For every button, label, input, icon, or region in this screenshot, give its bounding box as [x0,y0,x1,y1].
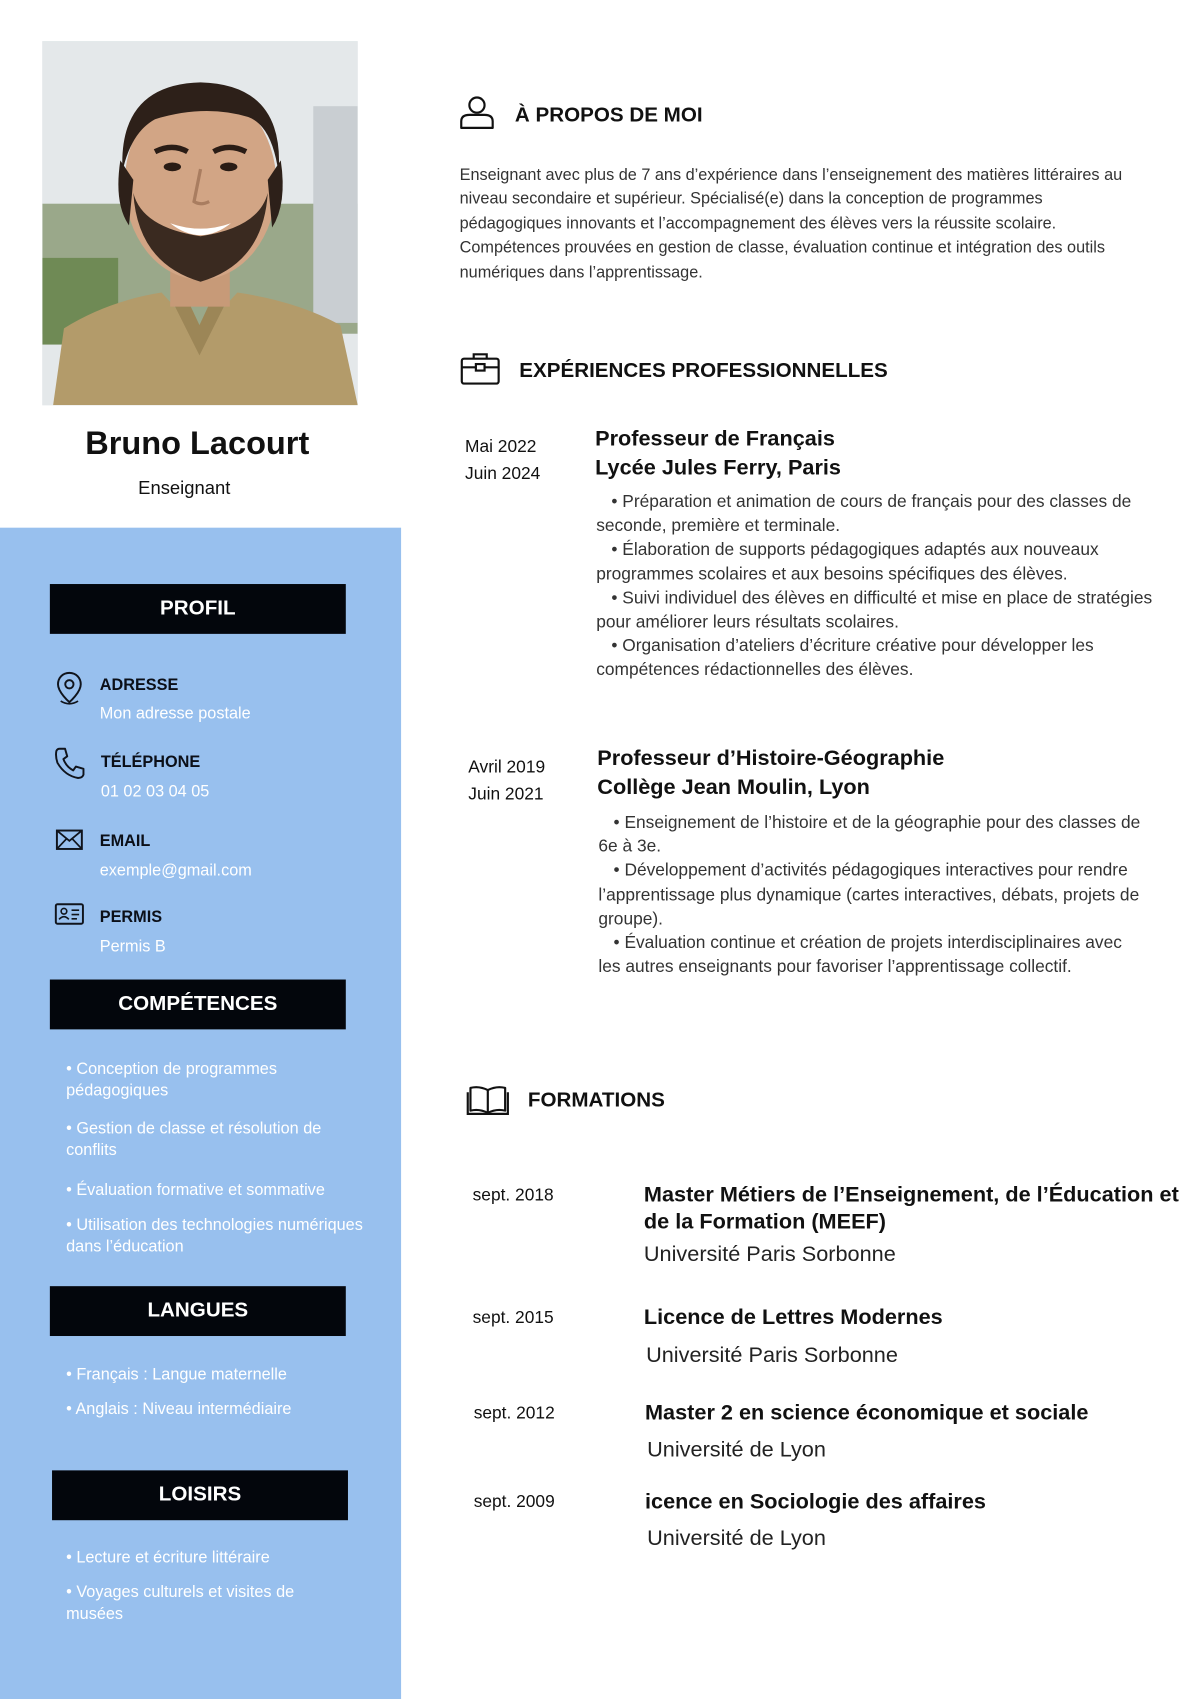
address-label: ADRESSE [99,676,179,695]
location-pin-icon [55,671,83,708]
about-text: Enseignant avec plus de 7 ans d’expérience dans l’enseignement des matières littéraires au niveau secondaire et supérieur. Spécialisé(e) dans la conception de programmes pédagogiques innovants et l’accompagnement des élèves vers la réussite scolaire. Compétences prouvées en gestion de classe, évaluation continue et intégration des outils numériques dans l’apprentissage. [459,165,1123,282]
formation-degree: icence en Sociologie des affaires [644,1489,986,1514]
permis-label: PERMIS [99,908,163,927]
job-task: • Suivi individuel des élèves en difficulté et mise en place de stratégies pour améliorer leurs résultats scolaires. [596,589,1153,632]
about-heading: À PROPOS DE MOI [514,104,703,127]
formations-heading: FORMATIONS [527,1088,665,1112]
phone-label: TÉLÉPHONE [100,753,201,772]
email-label: EMAIL [99,832,151,851]
competences-heading: COMPÉTENCES [50,980,346,1030]
loisir-item: • Voyages culturels et visites de musées [66,1583,295,1624]
formation-date: sept. 2015 [472,1308,554,1328]
portrait-illustration [42,41,357,405]
job-task: • Évaluation continue et création de projets interdisciplinaires avec les autres enseignants pour favoriser l’apprentissage collectif. [598,934,1122,977]
formation-date: sept. 2009 [473,1493,555,1512]
competence-item: • Gestion de classe et résolution de conflits [66,1119,322,1160]
user-icon [459,95,496,130]
formation-degree: Licence de Lettres Modernes [643,1305,943,1330]
job-task: • Élaboration de supports pédagogiques adaptés aux nouveaux programmes scolaires et aux besoins spécifiques des élèves. [596,541,1099,584]
job-place: Collège Jean Moulin, Lyon [597,775,870,800]
job-tasks [596,491,1160,683]
formation-school: Université de Lyon [647,1526,826,1551]
competence-item: • Évaluation formative et sommative [66,1181,325,1200]
formation-degree: Master 2 en science économique et sociale [644,1401,1089,1425]
job-role: Professeur de Français [595,426,835,451]
langues-heading: LANGUES [50,1286,346,1336]
formation-school: Université de Lyon [647,1437,826,1462]
envelope-icon [55,829,83,851]
job-place: Lycée Jules Ferry, Paris [595,456,841,481]
person-name: Bruno Lacourt [85,425,310,462]
job-start-date: Mai 2022 [465,437,537,457]
phone-value[interactable]: 01 02 03 04 05 [100,782,210,801]
job-end-date: Juin 2024 [465,464,541,484]
job-end-date: Juin 2021 [468,785,544,804]
formation-date: sept. 2018 [472,1186,554,1205]
job-start-date: Avril 2019 [468,758,546,777]
job-task: • Enseignement de l’histoire et de la géographie pour des classes de 6e à 3e. [598,813,1141,857]
formation-degree: Master Métiers de l’Enseignement, de l’Éducation et de la Formation (MEEF) [643,1183,1179,1235]
briefcase-icon [460,351,501,386]
competence-item: • Utilisation des technologies numériques dans l’éducation [66,1215,363,1256]
profile-photo [42,41,357,405]
phone-icon [53,745,86,780]
book-icon [466,1084,509,1117]
profil-heading: PROFIL [50,584,346,634]
job-task: • Préparation et animation de cours de français pour des classes de seconde, première et terminale. [596,493,1132,536]
loisir-item: • Lecture et écriture littéraire [66,1548,270,1567]
formation-school: Université Paris Sorbonne [643,1242,896,1267]
job-task: • Développement d’activités pédagogiques interactives pour rendre l’apprentissage plus dynamique (cartes interactives, débats, projets de groupe). [598,861,1140,929]
langue-item: • Anglais : Niveau intermédiaire [66,1399,292,1419]
job-task: • Organisation d’ateliers d’écriture créative pour développer les compétences rédactionnelles des élèves. [596,637,1094,680]
job-role: Professeur d’Histoire-Géographie [597,746,945,771]
formation-date: sept. 2012 [473,1404,555,1423]
competence-item: • Conception de programmes pédagogiques [66,1059,277,1100]
experiences-heading: EXPÉRIENCES PROFESSIONNELLES [519,359,888,383]
formation-school: Université Paris Sorbonne [646,1343,898,1368]
permis-value: Permis B [99,937,166,956]
job-tasks [598,812,1145,980]
id-card-icon [54,903,84,927]
person-title: Enseignant [138,477,231,499]
email-value[interactable]: exemple@gmail.com [99,861,252,880]
address-value: Mon adresse postale [99,704,251,723]
langue-item: • Français : Langue maternelle [66,1365,287,1384]
loisirs-heading: LOISIRS [52,1470,348,1520]
